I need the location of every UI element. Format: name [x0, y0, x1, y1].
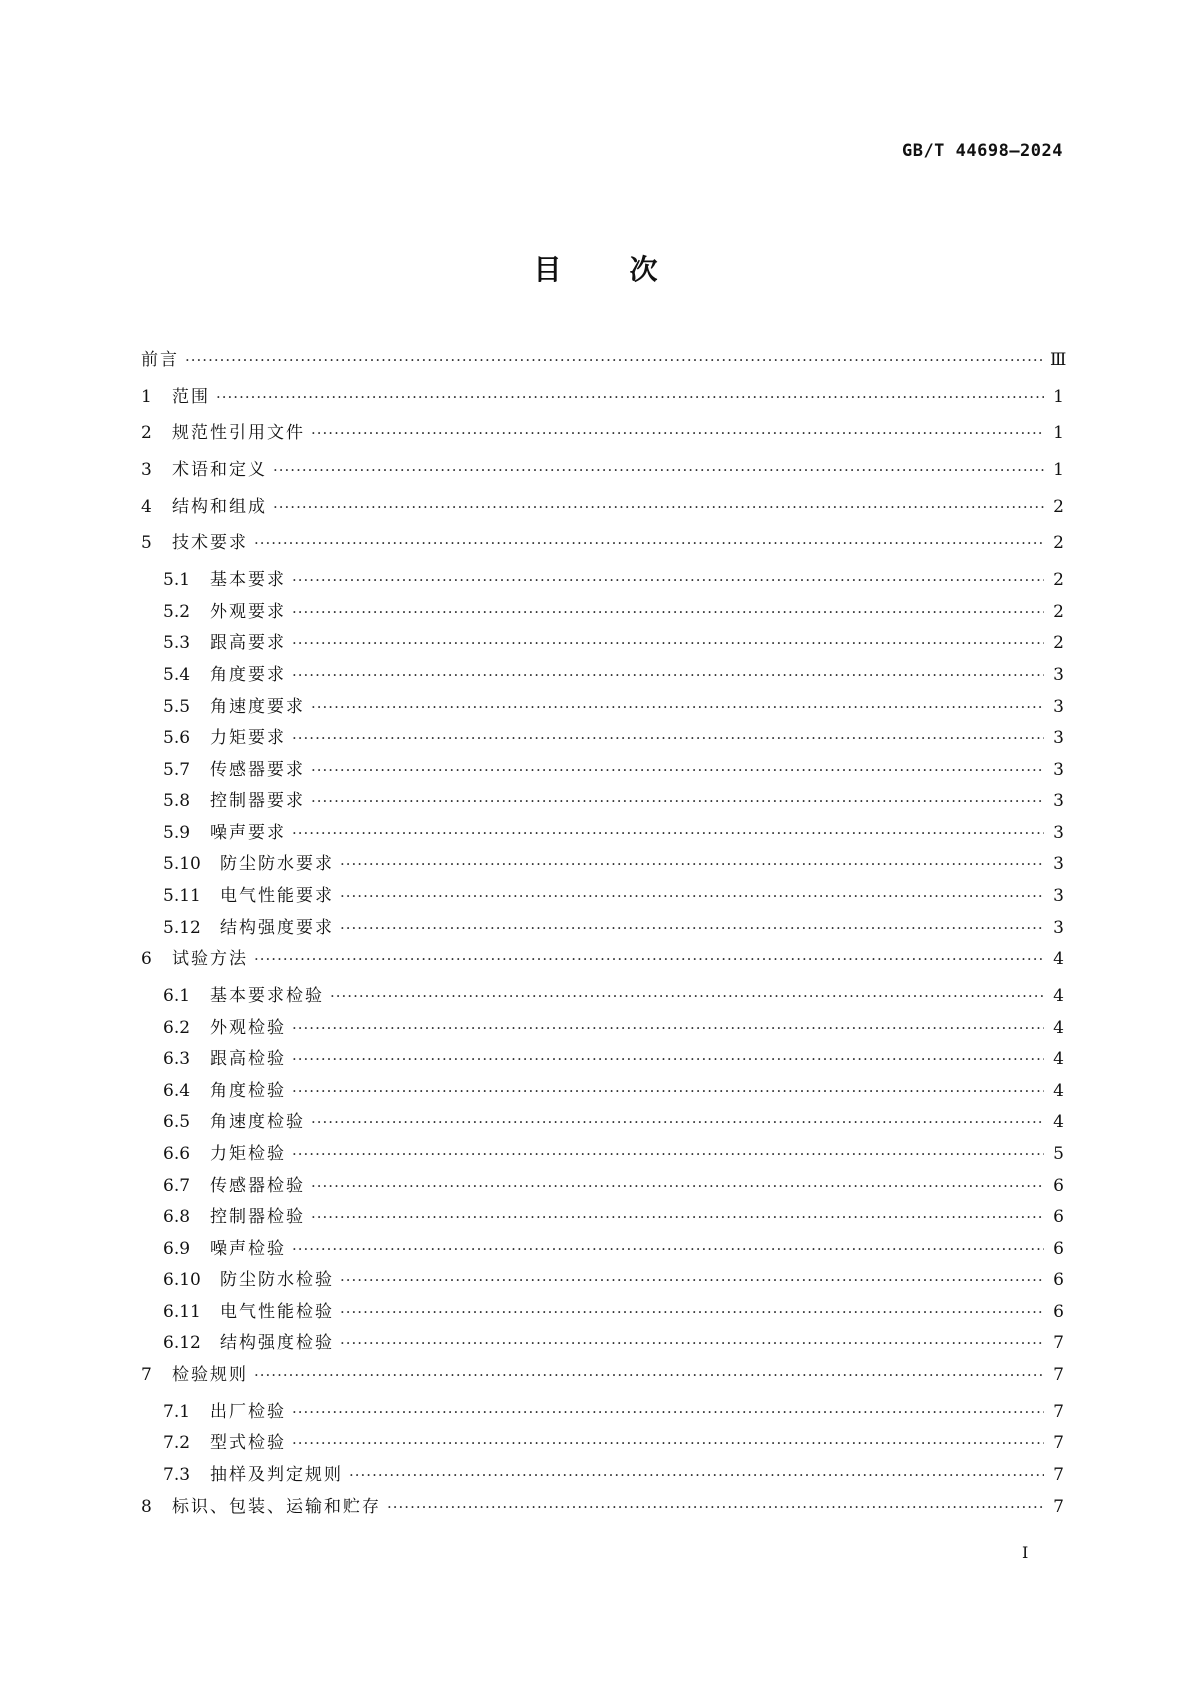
toc-entry-page: 7: [1053, 1496, 1064, 1517]
toc-entry-label: 结构和组成: [172, 496, 267, 517]
toc-entry[interactable]: [141, 528, 1064, 565]
toc-leader-dots: [311, 1177, 1044, 1195]
toc-entry-number: 6.10: [163, 1270, 201, 1291]
toc-entry[interactable]: [141, 1044, 1064, 1076]
toc-entry[interactable]: [141, 1139, 1064, 1171]
toc-entry-number: 6.9: [163, 1238, 191, 1259]
toc-entry-number: 6.12: [163, 1333, 201, 1354]
toc-entry-page: 2: [1053, 601, 1064, 622]
toc-entry[interactable]: [141, 418, 1064, 455]
toc-leader-dots: [292, 1434, 1044, 1452]
toc-entry-label: 抽样及判定规则: [210, 1464, 343, 1485]
toc-entry-label: 跟高要求: [210, 633, 286, 654]
toc-entry-page: 7: [1053, 1365, 1064, 1386]
toc-leader-dots: [340, 1334, 1044, 1352]
toc-entry-number: 5.1: [163, 570, 191, 591]
toc-entry[interactable]: [141, 1265, 1064, 1297]
toc-entry-label: 电气性能检验: [220, 1301, 334, 1322]
toc-entry-number: 2: [141, 423, 152, 444]
toc-entry-label: 控制器检验: [210, 1207, 305, 1228]
toc-entry-page: 6: [1053, 1207, 1064, 1228]
toc-entry-page: 3: [1053, 696, 1064, 717]
toc-entry-number: 6.7: [163, 1175, 191, 1196]
toc-leader-dots: [349, 1466, 1044, 1484]
toc-entry-number: 5.2: [163, 601, 191, 622]
toc-entry-label: 角度检验: [210, 1080, 286, 1101]
toc-leader-dots: [311, 792, 1044, 810]
toc-leader-dots: [340, 1271, 1044, 1289]
toc-entry-number: 4: [141, 496, 152, 517]
toc-entry-label: 术语和定义: [172, 460, 267, 481]
toc-entry[interactable]: [141, 492, 1064, 529]
toc-entry[interactable]: [141, 1076, 1064, 1108]
toc-entry-number: 5.3: [163, 633, 191, 654]
toc-entry-number: 6.2: [163, 1017, 191, 1038]
toc-leader-dots: [292, 1019, 1044, 1037]
toc-entry-number: 7: [141, 1365, 152, 1386]
toc-leader-dots: [254, 950, 1044, 968]
toc-leader-dots: [340, 855, 1044, 873]
toc-entry-label: 基本要求: [210, 570, 286, 591]
toc-entry-number: 5.5: [163, 696, 191, 717]
toc-leader-dots: [273, 461, 1044, 479]
toc-entry[interactable]: [141, 382, 1064, 419]
toc-entry-label: 传感器要求: [210, 759, 305, 780]
toc-entry[interactable]: [141, 881, 1064, 913]
toc-entry[interactable]: [141, 1397, 1064, 1429]
toc-entry-number: 5.7: [163, 759, 191, 780]
toc-leader-dots: [340, 1303, 1044, 1321]
toc-entry-page: 2: [1053, 496, 1064, 517]
toc-entry[interactable]: [141, 692, 1064, 724]
toc-entry-label: 出厂检验: [210, 1401, 286, 1422]
toc-entry-label: 跟高检验: [210, 1049, 286, 1070]
toc-entry-label: 力矩要求: [210, 728, 286, 749]
toc-leader-dots: [185, 351, 1044, 369]
toc-leader-dots: [387, 1498, 1044, 1516]
toc-entry[interactable]: [141, 345, 1067, 382]
toc-entry-label: 防尘防水检验: [220, 1270, 334, 1291]
toc-entry-page: 1: [1053, 460, 1064, 481]
toc-entry-number: 6.3: [163, 1049, 191, 1070]
toc-entry-label: 电气性能要求: [220, 886, 334, 907]
toc-entry[interactable]: [141, 660, 1064, 692]
toc-entry-number: 6: [141, 949, 152, 970]
toc-entry-page: 7: [1053, 1333, 1064, 1354]
toc-entry-page: 3: [1053, 791, 1064, 812]
toc-leader-dots: [254, 534, 1044, 552]
toc-entry-page: 6: [1053, 1270, 1064, 1291]
toc-leader-dots: [292, 1145, 1044, 1163]
toc-entry-number: 8: [141, 1496, 152, 1517]
toc-leader-dots: [292, 634, 1044, 652]
toc-entry-page: 4: [1053, 949, 1064, 970]
toc-entry[interactable]: [141, 818, 1064, 850]
toc-entry-label: 噪声要求: [210, 822, 286, 843]
toc-entry-page: 1: [1053, 423, 1064, 444]
toc-entry[interactable]: [141, 1492, 1064, 1529]
toc-entry-number: 5.12: [163, 917, 201, 938]
toc-entry-label: 传感器检验: [210, 1175, 305, 1196]
toc-entry-page: 4: [1053, 1049, 1064, 1070]
toc-entry-number: 5: [141, 533, 152, 554]
toc-entry-page: 3: [1053, 822, 1064, 843]
toc-leader-dots: [292, 1240, 1044, 1258]
toc-entry[interactable]: [141, 1171, 1064, 1203]
toc-leader-dots: [311, 761, 1044, 779]
toc-entry[interactable]: [141, 565, 1064, 597]
toc-entry-label: 噪声检验: [210, 1238, 286, 1259]
toc-entry-number: 6.8: [163, 1207, 191, 1228]
toc-entry[interactable]: [141, 628, 1064, 660]
page-number: I: [1022, 1543, 1029, 1562]
toc-entry-page: 6: [1053, 1175, 1064, 1196]
toc-leader-dots: [273, 498, 1044, 516]
toc-entry-page: 4: [1053, 1112, 1064, 1133]
toc-entry-label: 角速度检验: [210, 1112, 305, 1133]
toc-leader-dots: [292, 1082, 1044, 1100]
toc-entry-label: 角速度要求: [210, 696, 305, 717]
toc-entry-number: 5.6: [163, 728, 191, 749]
toc-entry-number: 6.5: [163, 1112, 191, 1133]
toc-entry-number: 6.6: [163, 1143, 191, 1164]
toc-entry-label: 前言: [141, 350, 179, 370]
toc-entry-page: 4: [1053, 985, 1064, 1006]
toc-entry[interactable]: [141, 944, 1064, 981]
toc-entry-page: 6: [1053, 1301, 1064, 1322]
toc-leader-dots: [292, 603, 1044, 621]
toc-leader-dots: [292, 729, 1044, 747]
toc-entry[interactable]: [141, 1013, 1064, 1045]
toc-entry-page: 4: [1053, 1080, 1064, 1101]
toc-entry-number: 5.11: [163, 886, 201, 907]
toc-entry[interactable]: [141, 981, 1064, 1013]
toc-entry-number: 6.4: [163, 1080, 191, 1101]
toc-entry[interactable]: [141, 755, 1064, 787]
toc-entry[interactable]: [141, 1202, 1064, 1234]
toc-entry-label: 结构强度检验: [220, 1333, 334, 1354]
toc-entry-page: 6: [1053, 1238, 1064, 1259]
toc-leader-dots: [330, 987, 1044, 1005]
toc-entry[interactable]: [141, 1328, 1064, 1360]
toc-leader-dots: [340, 919, 1044, 937]
toc-entry[interactable]: [141, 1460, 1064, 1492]
toc-entry-page: 3: [1053, 728, 1064, 749]
table-of-contents: [141, 345, 1067, 1528]
toc-entry-label: 外观要求: [210, 601, 286, 622]
toc-entry-label: 范围: [172, 386, 210, 407]
toc-entry[interactable]: [141, 849, 1064, 881]
toc-entry-label: 结构强度要求: [220, 917, 334, 938]
toc-entry[interactable]: [141, 786, 1064, 818]
toc-entry-number: 6.11: [163, 1301, 201, 1322]
toc-leader-dots: [254, 1366, 1044, 1384]
toc-entry-label: 控制器要求: [210, 791, 305, 812]
toc-entry-page: 3: [1053, 917, 1064, 938]
standard-code: GB/T 44698—2024: [901, 141, 1063, 161]
toc-entry-label: 基本要求检验: [210, 985, 324, 1006]
toc-leader-dots: [311, 698, 1044, 716]
toc-entry-number: 5.9: [163, 822, 191, 843]
toc-entry-label: 型式检验: [210, 1433, 286, 1454]
toc-entry-page: 7: [1053, 1433, 1064, 1454]
toc-entry-page: 4: [1053, 1017, 1064, 1038]
toc-leader-dots: [292, 666, 1044, 684]
toc-entry-number: 7.1: [163, 1401, 191, 1422]
toc-entry-number: 5.4: [163, 664, 191, 685]
toc-entry-page: 3: [1053, 759, 1064, 780]
toc-leader-dots: [292, 1050, 1044, 1068]
toc-leader-dots: [340, 887, 1044, 905]
toc-entry[interactable]: [141, 913, 1064, 945]
toc-entry-label: 检验规则: [172, 1365, 248, 1386]
toc-entry-number: 7.3: [163, 1464, 191, 1485]
toc-entry-page: Ⅲ: [1050, 350, 1067, 370]
toc-entry-label: 防尘防水要求: [220, 854, 334, 875]
toc-entry-label: 规范性引用文件: [172, 423, 305, 444]
toc-entry-page: 2: [1053, 533, 1064, 554]
toc-leader-dots: [292, 1403, 1044, 1421]
toc-entry-number: 5.8: [163, 791, 191, 812]
page-title: 目次: [533, 253, 726, 286]
toc-entry-page: 3: [1053, 664, 1064, 685]
toc-leader-dots: [216, 388, 1044, 406]
toc-leader-dots: [311, 1208, 1044, 1226]
toc-leader-dots: [311, 1113, 1044, 1131]
toc-leader-dots: [292, 824, 1044, 842]
toc-entry-page: 5: [1053, 1143, 1064, 1164]
toc-entry-page: 7: [1053, 1401, 1064, 1422]
toc-entry-label: 力矩检验: [210, 1143, 286, 1164]
toc-entry[interactable]: [141, 1428, 1064, 1460]
toc-entry[interactable]: [141, 597, 1064, 629]
toc-entry-number: 5.10: [163, 854, 201, 875]
toc-leader-dots: [292, 571, 1044, 589]
toc-entry-page: 2: [1053, 633, 1064, 654]
toc-entry[interactable]: [141, 723, 1064, 755]
toc-entry-page: 2: [1053, 570, 1064, 591]
toc-entry-label: 角度要求: [210, 664, 286, 685]
toc-entry[interactable]: [141, 1297, 1064, 1329]
toc-entry-page: 3: [1053, 854, 1064, 875]
toc-entry-label: 试验方法: [172, 949, 248, 970]
toc-entry[interactable]: [141, 1234, 1064, 1266]
toc-leader-dots: [311, 424, 1044, 442]
toc-entry-page: 7: [1053, 1464, 1064, 1485]
toc-entry-number: 6.1: [163, 985, 191, 1006]
toc-entry-page: 3: [1053, 886, 1064, 907]
toc-entry-label: 外观检验: [210, 1017, 286, 1038]
toc-entry[interactable]: [141, 1107, 1064, 1139]
toc-entry-label: 标识、包装、运输和贮存: [172, 1496, 381, 1517]
toc-entry-number: 1: [141, 386, 152, 407]
toc-entry-number: 3: [141, 460, 152, 481]
toc-entry-label: 技术要求: [172, 533, 248, 554]
toc-entry[interactable]: [141, 1360, 1064, 1397]
toc-entry[interactable]: [141, 455, 1064, 492]
toc-entry-number: 7.2: [163, 1433, 191, 1454]
toc-entry-page: 1: [1053, 386, 1064, 407]
